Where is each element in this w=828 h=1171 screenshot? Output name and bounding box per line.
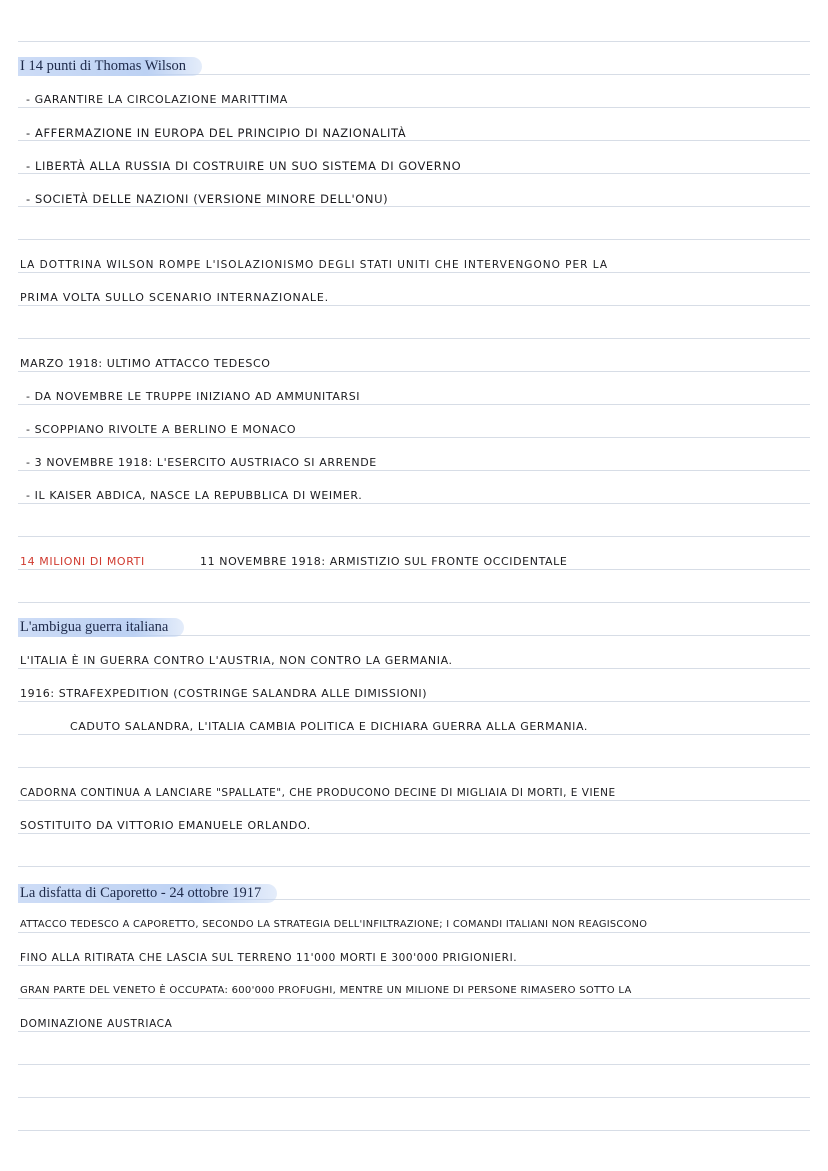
ruled-line: [18, 998, 810, 999]
ruled-line: [18, 371, 810, 372]
note-line: FINO ALLA RITIRATA CHE LASCIA SUL TERRENO 11'000 MORTI E 300'000 PRIGIONIERI.: [20, 952, 518, 964]
ruled-line: [18, 701, 810, 702]
ruled-line: [18, 668, 810, 669]
note-line: MARZO 1918: ULTIMO ATTACCO TEDESCO: [20, 357, 271, 370]
note-line: LA DOTTRINA WILSON ROMPE L'ISOLAZIONISMO DEGLI STATI UNITI CHE INTERVENGONO PER LA: [20, 259, 609, 271]
note-line: - GARANTIRE LA CIRCOLAZIONE MARITTIMA: [26, 93, 288, 106]
ruled-line: [18, 932, 810, 933]
note-line: - SOCIETÀ DELLE NAZIONI (VERSIONE MINORE DELL'ONU): [26, 192, 389, 206]
section-heading-wilson: I 14 punti di Thomas Wilson: [18, 57, 202, 76]
ruled-line: [18, 965, 810, 966]
ruled-line: [18, 569, 810, 570]
ruled-line: [18, 338, 810, 339]
note-line: PRIMA VOLTA SULLO SCENARIO INTERNAZIONALE.: [20, 291, 329, 304]
ruled-line: [18, 767, 810, 768]
ruled-line: [18, 305, 810, 306]
ruled-line: [18, 272, 810, 273]
note-line: SOSTITUITO DA VITTORIO EMANUELE ORLANDO.: [20, 819, 311, 832]
note-line: CADUTO SALANDRA, L'ITALIA CAMBIA POLITICA E DICHIARA GUERRA ALLA GERMANIA.: [70, 720, 589, 733]
ruled-line: [18, 1064, 810, 1065]
ruled-line: [18, 41, 810, 42]
note-line: - LIBERTÀ ALLA RUSSIA DI COSTRUIRE UN SUO SISTEMA DI GOVERNO: [26, 159, 462, 173]
ruled-line: [18, 734, 810, 735]
ruled-line: [18, 470, 810, 471]
ruled-line: [18, 602, 810, 603]
ruled-line: [18, 1130, 810, 1131]
note-line: - IL KAISER ABDICA, NASCE LA REPUBBLICA DI WEIMER.: [26, 489, 363, 502]
ruled-line: [18, 800, 810, 801]
ruled-line: [18, 503, 810, 504]
section-heading-italian-war: L'ambigua guerra italiana: [18, 618, 184, 637]
note-line: ATTACCO TEDESCO A CAPORETTO, SECONDO LA STRATEGIA DELL'INFILTRAZIONE; I COMANDI ITALIANI NON REAGISCONO: [20, 919, 648, 930]
ruled-line: [18, 437, 810, 438]
ruled-line: [18, 1031, 810, 1032]
ruled-line: [18, 239, 810, 240]
note-line: CADORNA CONTINUA A LANCIARE "SPALLATE", CHE PRODUCONO DECINE DI MIGLIAIA DI MORTI, E VIENE: [20, 787, 616, 799]
note-line: 1916: STRAFEXPEDITION (COSTRINGE SALANDRA ALLE DIMISSIONI): [20, 687, 428, 700]
ruled-line: [18, 206, 810, 207]
note-line: - SCOPPIANO RIVOLTE A BERLINO E MONACO: [26, 423, 297, 436]
ruled-line: [18, 833, 810, 834]
note-line: - 3 NOVEMBRE 1918: L'ESERCITO AUSTRIACO SI ARRENDE: [26, 456, 377, 469]
note-line: GRAN PARTE DEL VENETO È OCCUPATA: 600'000 PROFUGHI, MENTRE UN MILIONE DI PERSONE RIMASERO SOTTO LA: [20, 985, 632, 996]
ruled-line: [18, 173, 810, 174]
ruled-line: [18, 1097, 810, 1098]
ruled-line: [18, 866, 810, 867]
ruled-line: [18, 140, 810, 141]
ruled-line: [18, 404, 810, 405]
ruled-line: [18, 536, 810, 537]
note-line: L'ITALIA È IN GUERRA CONTRO L'AUSTRIA, NON CONTRO LA GERMANIA.: [20, 654, 453, 667]
armistice-note: 11 NOVEMBRE 1918: ARMISTIZIO SUL FRONTE OCCIDENTALE: [200, 555, 568, 568]
ruled-line: [18, 107, 810, 108]
section-heading-caporetto: La disfatta di Caporetto - 24 ottobre 1917: [18, 884, 277, 903]
note-line: DOMINAZIONE AUSTRIACA: [20, 1018, 173, 1030]
note-line: - DA NOVEMBRE LE TRUPPE INIZIANO AD AMMUNITARSI: [26, 390, 361, 403]
casualties-note: 14 MILIONI DI MORTI: [20, 555, 145, 568]
note-line: - AFFERMAZIONE IN EUROPA DEL PRINCIPIO DI NAZIONALITÀ: [26, 126, 407, 140]
